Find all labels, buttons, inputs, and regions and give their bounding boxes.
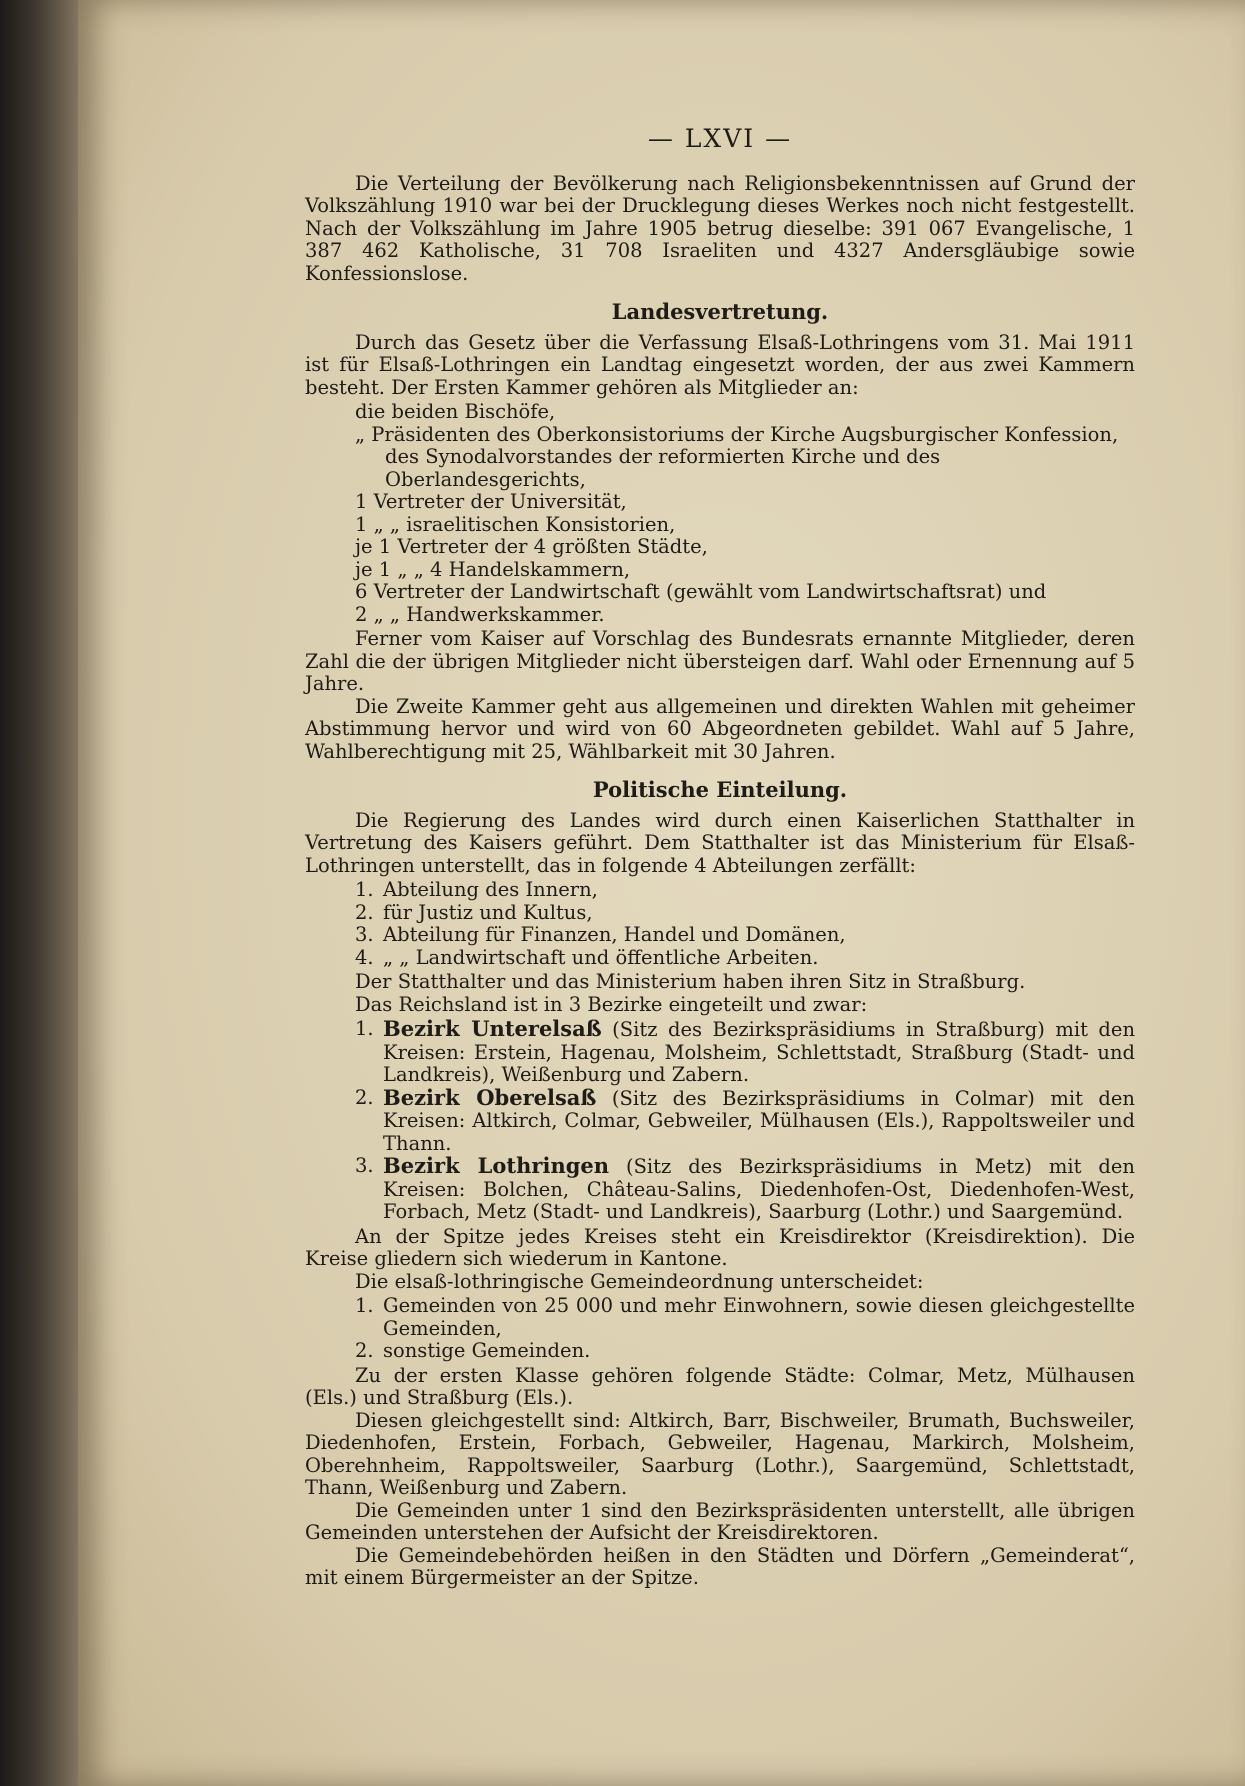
list-item: [355, 1155, 1135, 1224]
paragraph: Die elsaß-lothringische Gemeindeordnung unterscheidet:: [355, 1269, 924, 1293]
list-item: die beiden Bischöfe,: [355, 400, 556, 423]
paragraph: Die Regierung des Landes wird durch einen Kaiserlichen Statthalter in Vertretung des Kaisers geführt. Dem Statthalter ist das Ministerium für Elsaß-Lothringen unterstellt, das in folgende 4 Abteilungen zerfällt:: [305, 808, 1135, 877]
item-text: [383, 1084, 1135, 1156]
list-item: 1 Vertreter der Universität,: [355, 490, 627, 513]
district-description: (Sitz des Bezirkspräsidiums in Metz) mit den Kreisen: Bolchen, Château-Salins, Diedenhofen-Ost, Diedenhofen-West, Forbach, Metz (Stadt- und Landkreis), Saarburg (Lothr.) und Saargemünd.: [383, 1155, 1135, 1223]
item-number: 2.: [355, 900, 374, 924]
item-number: 1.: [355, 878, 374, 901]
district-description: (Sitz des Bezirkspräsidiums in Straßburg) mit den Kreisen: Erstein, Hagenau, Molsheim, Schlettstadt, Straßburg (Stadt- und Landkreis), Weißenburg und Zabern.: [383, 1018, 1135, 1086]
intro-paragraph: Die Verteilung der Bevölkerung nach Religionsbekenntnissen auf Grund der Volkszählung 1910 war bei der Drucklegung dieses Werkes noch nicht festgestellt. Nach der Volkszählung im Jahre 1905 betrug dieselbe: 391 067 Evangelische, 1 387 462 Katholische, 31 708 Israeliten und 4327 Andersgläubige sowie Konfessionslose.: [305, 171, 1135, 285]
paragraph: Das Reichsland ist in 3 Bezirke eingeteilt und zwar:: [355, 992, 868, 1016]
item-number: 1.: [355, 1017, 374, 1040]
item-number: 3.: [355, 923, 374, 946]
item-text: [383, 1155, 1135, 1224]
list-item: je 1 Vertreter der 4 größten Städte,: [355, 535, 708, 558]
paragraph: Diesen gleichgestellt sind: Altkirch, Barr, Bischweiler, Brumath, Buchsweiler, Diedenhofen, Erstein, Forbach, Gebweiler, Hagenau, Markirch, Molsheim, Oberehnheim, Rappoltsweiler, Saarburg (Lothr.), Saargemünd, Schlettstadt, Thann, Weißenburg und Zabern.: [305, 1408, 1135, 1499]
districts-list: [355, 1018, 1135, 1224]
section-heading-landesvertretung: Landesvertretung.: [611, 299, 829, 324]
item-text: [383, 1018, 1135, 1087]
paragraph: Die Zweite Kammer geht aus allgemeinen und direkten Wahlen mit geheimer Abstimmung hervor und wird von 60 Abgeordneten gebildet. Wahl auf 5 Jahre, Wahlberechtigung mit 25, Wählbarkeit mit 30 Jahren.: [305, 694, 1135, 763]
item-text: Abteilung für Finanzen, Handel und Domänen,: [383, 923, 846, 946]
item-number: 3.: [355, 1154, 374, 1177]
municipalities-list: [355, 1295, 1135, 1363]
section-heading-politische-einteilung: Politische Einteilung.: [592, 777, 848, 802]
paragraph: An der Spitze jedes Kreises steht ein Kreisdirektor (Kreisdirektion). Die Kreise gliedern sich wiederum in Kantone.: [305, 1224, 1135, 1270]
district-name: Bezirk Unterelsaß: [383, 1016, 602, 1041]
district-description: (Sitz des Bezirkspräsidiums in Colmar) mit den Kreisen: Altkirch, Colmar, Gebweiler, Mülhausen (Els.), Rappoltsweiler und Thann.: [383, 1086, 1135, 1155]
list-item: 6 Vertreter der Landwirtschaft (gewählt vom Landwirtschaftsrat) und: [355, 580, 1047, 603]
list-item: [355, 1340, 1135, 1363]
list-item: [355, 1295, 1135, 1340]
list-item: [355, 947, 1135, 970]
item-number: 1.: [355, 1294, 374, 1317]
paragraph: Der Statthalter und das Ministerium haben ihren Sitz in Straßburg.: [355, 970, 1026, 993]
paragraph: Zu der ersten Klasse gehören folgende Städte: Colmar, Metz, Mülhausen (Els.) und Straßburg (Els.).: [305, 1363, 1135, 1409]
members-list: [355, 401, 1135, 626]
list-item: je 1 „ „ 4 Handelskammern,: [355, 557, 631, 581]
item-text: für Justiz und Kultus,: [383, 900, 593, 924]
paragraph: Durch das Gesetz über die Verfassung Elsaß-Lothringens vom 31. Mai 1911 ist für Elsaß-Lothringen ein Landtag eingesetzt worden, der aus zwei Kammern besteht. Der Ersten Kammer gehören als Mitglieder an:: [305, 330, 1135, 399]
item-number: 2.: [355, 1339, 374, 1362]
list-item: 2 „ „ Handwerkskammer.: [355, 602, 605, 626]
item-number: 4.: [355, 945, 374, 969]
list-item: [355, 1084, 1135, 1156]
page-number: — LXVI —: [647, 124, 793, 153]
list-item: „ Präsidenten des Oberkonsistoriums der Kirche Augsburgischer Konfession,: [355, 422, 1119, 446]
page-content: [305, 124, 1135, 1590]
item-text: sonstige Gemeinden.: [383, 1339, 591, 1362]
district-name: Bezirk Oberelsaß: [383, 1084, 597, 1110]
list-item: [355, 924, 1135, 947]
departments-list: [355, 879, 1135, 969]
list-item: 1 „ „ israelitischen Konsistorien,: [355, 512, 676, 536]
item-number: 2.: [355, 1085, 374, 1109]
list-item: [355, 879, 1135, 902]
item-text: Gemeinden von 25 000 und mehr Einwohnern, sowie diesen gleichgestellte Gemeinden,: [383, 1294, 1135, 1340]
paragraph: Die Gemeinden unter 1 sind den Bezirkspräsidenten unterstellt, alle übrigen Gemeinden unterstehen der Aufsicht der Kreisdirektoren.: [305, 1498, 1135, 1544]
paragraph: Die Gemeindebehörden heißen in den Städten und Dörfern „Gemeinderat“, mit einem Bürgermeister an der Spitze.: [305, 1543, 1135, 1589]
item-text: „ „ Landwirtschaft und öffentliche Arbeiten.: [383, 945, 819, 969]
paragraph: Ferner vom Kaiser auf Vorschlag des Bundesrats ernannte Mitglieder, deren Zahl die der übrigen Mitglieder nicht übersteigen darf. Wahl oder Ernennung auf 5 Jahre.: [305, 627, 1135, 695]
list-item: des Synodalvorstandes der reformierten Kirche und des Oberlandesgerichts,: [385, 445, 941, 491]
district-name: Bezirk Lothringen: [383, 1153, 610, 1178]
list-item: [355, 902, 1135, 925]
list-item: [355, 1018, 1135, 1087]
item-text: Abteilung des Innern,: [383, 878, 598, 901]
